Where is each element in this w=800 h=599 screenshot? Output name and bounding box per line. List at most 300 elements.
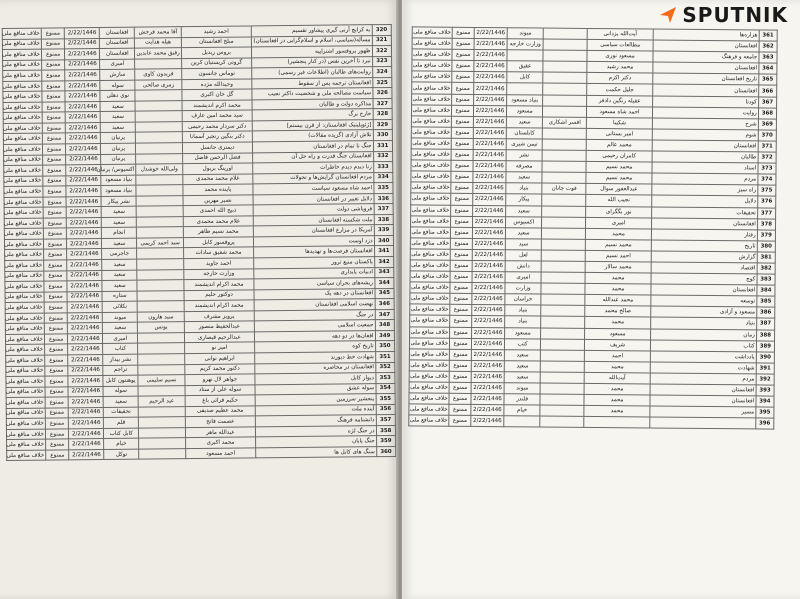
reason-cell: خلاف منافع ملی [5,260,44,271]
date-cell: 2/22/1446 [471,349,504,360]
author-cell: محمد [586,228,652,240]
reason-cell: خلاف منافع ملی [409,371,449,382]
translator-cell [542,194,586,205]
row-number-cell: 320 [372,24,392,35]
status-cell: ممنوع [42,133,65,144]
reason-cell: خلاف منافع ملی [412,27,452,38]
translator-cell: فریدون کاوی [135,69,182,80]
publisher-cell: نشر [506,150,543,161]
reason-cell: خلاف منافع ملی [411,127,451,138]
status-cell: ممنوع [42,60,65,71]
publisher-cell: سعید [506,172,543,183]
row-number-cell: 388 [756,329,774,340]
reason-cell: خلاف منافع ملی [411,160,451,171]
publisher-cell: سعید [101,122,136,133]
reason-cell: خلاف منافع ملی [5,281,44,292]
row-number-cell: 368 [758,108,776,119]
row-number-cell: 329 [373,119,393,130]
date-cell: 2/22/1446 [473,116,506,127]
translator-cell [136,143,183,154]
translator-cell [542,161,586,172]
status-cell: ممنوع [450,349,472,360]
book-title-cell: فروپاشی دولت [253,204,374,216]
publisher-cell: تراجم [103,365,138,376]
reason-cell: خلاف منافع ملی [3,70,42,81]
date-cell: 2/22/1446 [69,449,104,460]
reason-cell: خلاف منافع ملی [412,38,452,49]
status-cell: ممنوع [42,91,65,102]
reason-cell: خلاف منافع ملی [3,144,42,155]
date-cell: 2/22/1446 [67,281,102,292]
book-title-cell: افغانستان [651,218,757,230]
table-row [409,415,774,429]
author-cell: عبدالغفور سوال [586,184,652,196]
row-number-cell: 358 [376,425,396,436]
book-title-cell: توسعه [651,295,757,307]
publisher-cell: بنیاد [505,316,542,327]
translator-cell [542,239,586,250]
reason-cell: خلاف منافع ملی [6,418,45,429]
publisher-cell [507,83,544,94]
reason-cell: خلاف منافع ملی [5,292,44,303]
book-title-cell: احمد شاه مسعود سیاست [253,183,374,195]
date-cell: 2/22/1446 [69,428,104,439]
reason-cell: خلاف منافع ملی [5,302,44,313]
publisher-cell: بنیاد [505,305,542,316]
publisher-cell: مصرفه [506,161,543,172]
author-cell [584,417,650,429]
date-cell: 2/22/1446 [473,138,506,149]
date-cell: 2/22/1446 [67,228,102,239]
book-title-cell: افغانستان [651,284,757,296]
row-number-cell: 391 [756,363,774,374]
date-cell: 2/22/1446 [474,39,507,50]
row-number-cell: 372 [758,152,776,163]
author-cell: محمد اکرام اندیشمند [184,279,254,290]
translator-cell: فوت جانان [542,183,586,194]
publisher-cell: لعل [505,250,542,261]
status-cell: ممنوع [450,260,472,271]
reason-cell: خلاف منافع ملی [409,338,449,349]
translator-cell [137,269,184,280]
date-cell: 2/22/1446 [65,59,100,70]
row-number-cell: 356 [376,404,396,415]
translator-cell [542,206,586,217]
row-number-cell: 324 [372,67,392,78]
author-cell: سوله علی از ستاد [185,385,255,396]
author-cell: وحیدالله مژده [182,79,252,90]
book-title-cell: زنا دیدم دیدم خاطرات [253,162,374,174]
book-title-cell: ادبیات پایداری [254,267,375,279]
book-title-cell: افغانستان جنگ قدرت و راه حل آن [253,151,374,163]
publisher-cell: میوند [507,28,544,39]
publisher-cell: سعید [103,396,138,407]
translator-cell [137,280,184,291]
row-number-cell: 386 [756,307,774,318]
translator-cell: عبد الرحیم [138,396,185,407]
publisher-cell: دانش [505,261,542,272]
book-title-cell: مسأله(سیاسی، اسلام و اسلام‌گرایی در افغانستان) [251,35,372,47]
date-cell: 2/22/1446 [471,416,504,427]
status-cell: ممنوع [41,38,64,49]
author-cell: پرویز مشرف [184,311,254,322]
date-cell: 2/22/1446 [66,165,101,176]
author-cell: عقیله رنگین دادفر [587,95,653,107]
reason-cell: خلاف منافع ملی [411,138,451,149]
row-number-cell: 344 [374,278,394,289]
date-cell: 2/22/1446 [473,194,506,205]
reason-cell: خلاف منافع ملی [4,155,43,166]
book-title-cell: سوله عشق [255,383,376,395]
publisher-cell: سعید [504,361,541,372]
publisher-cell: نکلائی [102,301,137,312]
row-number-cell: 378 [757,219,775,230]
translator-cell [138,354,185,365]
author-cell: دکتر بنگین رنجبر آسمانا [182,131,252,142]
author-cell: عصمت فاتح [185,416,255,427]
publisher-cell: میوند [103,312,138,323]
reason-cell: خلاف منافع ملی [6,429,45,440]
translator-cell [136,132,183,143]
publisher-cell: سوله [103,386,138,397]
publisher-cell: کتاب [103,344,138,355]
date-cell: 2/22/1446 [471,382,504,393]
author-cell: کامران رحیمی [586,150,652,162]
status-cell: ممنوع [449,360,471,371]
book-title-cell: جنگ نا تمام در افغانستان [252,141,373,153]
status-cell: ممنوع [45,386,68,397]
reason-cell: خلاف منافع ملی [409,404,449,415]
reason-cell: خلاف منافع ملی [7,450,46,461]
translator-cell: ولی‌الله خوشدل [136,164,183,175]
publisher-cell [504,416,541,427]
row-number-cell: 387 [756,318,774,329]
author-cell: جواهر لال نهرو [185,374,255,385]
reason-cell: خلاف منافع ملی [4,229,43,240]
book-title-cell: استاد [652,162,758,174]
publisher-cell: وزارت خارجه [507,39,544,50]
translator-cell: یونس [138,322,185,333]
status-cell: ممنوع [44,334,67,345]
status-cell: ممنوع [43,207,66,218]
publisher-cell: کابل کتاب [104,428,139,439]
row-number-cell: 334 [373,172,393,183]
book-title-cell: روایت [652,107,758,119]
book-title-cell: افغانستان [653,40,759,52]
author-cell: محمد سالار [585,261,651,273]
book-title-cell: بنیاد [651,317,757,329]
author-cell: گروتی کریستیان کرین [182,58,252,69]
author-cell: گل خان اکبری [182,89,252,100]
book-title-cell: جامعه و فرهنگ [653,51,759,63]
status-cell: ممنوع [449,382,471,393]
date-cell: 2/22/1446 [68,376,103,387]
translator-cell [540,394,584,405]
row-number-cell: 341 [374,246,394,257]
author-cell: عبدالحفیظ منصور [184,321,254,332]
status-cell: ممنوع [43,165,66,176]
date-cell: 2/22/1446 [68,386,103,397]
status-cell: ممنوع [44,313,67,324]
status-cell: ممنوع [41,49,64,60]
publisher-cell: سعید [506,205,543,216]
author-cell: نجیب الله [586,195,652,207]
date-cell: 2/22/1446 [65,112,100,123]
reason-cell: خلاف منافع ملی [411,182,451,193]
row-number-cell: 392 [756,374,774,385]
reason-cell: خلاف منافع ملی [4,239,43,250]
translator-cell: رفیق محمد عابدین [135,48,182,59]
translator-cell [543,106,587,117]
reason-cell: خلاف منافع ملی [6,397,45,408]
date-cell: 2/22/1446 [472,305,505,316]
reason-cell: خلاف منافع ملی [4,186,43,197]
translator-cell [540,383,584,394]
translator-cell [543,128,587,139]
reason-cell: خلاف منافع ملی [2,39,41,50]
publisher-cell: سعید [102,259,137,270]
author-cell: محمد عالم [586,139,652,151]
right-book-page [402,0,800,599]
date-cell: 2/22/1446 [66,207,101,218]
book-title-cell: خارج برگ [252,109,373,121]
status-cell: ممنوع [44,281,67,292]
row-number-cell: 348 [375,320,395,331]
author-cell: عبدالرحیم قیصاری [184,332,254,343]
reason-cell: خلاف منافع ملی [411,149,451,160]
author-cell: آیت‌الله [584,372,650,384]
book-title-cell: دلایل [652,195,758,207]
row-number-cell: 345 [375,288,395,299]
reason-cell: خلاف منافع ملی [410,304,450,315]
publisher-cell: کتب [504,338,541,349]
row-number-cell: 357 [376,415,396,426]
book-title-cell: سیاست مصالحه ملی و شخصیت داکتر نجیب [252,88,373,100]
book-title-cell: پاکستان منبع ترور [254,257,375,269]
reason-cell: خلاف منافع ملی [3,60,42,71]
date-cell: 2/22/1446 [474,72,507,83]
book-title-cell: هزاره‌ها [653,29,759,41]
book-title-cell: در جنگ [254,309,375,321]
reason-cell: خلاف منافع ملی [6,408,45,419]
row-number-cell: 396 [756,418,774,429]
row-number-cell: 379 [757,230,775,241]
right-ban-list-table [408,26,777,430]
status-cell: ممنوع [451,160,473,171]
book-title-cell: افغانستان [650,395,756,407]
translator-cell: سید احمد کریمی [137,238,184,249]
status-cell: ممنوع [449,371,471,382]
reason-cell: خلاف منافع ملی [3,113,42,124]
status-cell: ممنوع [450,316,472,327]
book-title-cell: راه سیز [652,184,758,196]
date-cell: 2/22/1446 [67,249,102,260]
reason-cell: خلاف منافع ملی [3,81,42,92]
status-cell: ممنوع [450,238,472,249]
author-cell: مسعود [585,328,651,340]
reason-cell: خلاف منافع ملی [410,293,450,304]
author-cell: احمد شاه مسعود [587,106,653,118]
author-cell: محمد [584,383,650,395]
row-number-cell: 339 [374,225,394,236]
publisher-cell: پیکار [506,194,543,205]
translator-cell: سید هارون [138,311,185,322]
translator-cell: افسر اشکاری [543,117,587,128]
row-number-cell: 395 [756,407,774,418]
translator-cell [541,372,585,383]
translator-cell [136,185,183,196]
date-cell: 2/22/1446 [471,405,504,416]
status-cell: ممنوع [44,323,67,334]
translator-cell [137,259,184,270]
book-title-cell: مردم [652,173,758,185]
publisher-cell: وزارت [505,283,542,294]
date-cell: 2/22/1446 [474,83,507,94]
book-title-cell: ظهور پروفسور اشتراپیه [251,46,372,58]
book-title-cell: مذاکره دولت و طالبان [252,99,373,111]
translator-cell [541,283,585,294]
book-title-cell: روایت‌های طالبان (اطلاعات غیر رسمی) [252,67,373,79]
date-cell: 2/22/1446 [472,338,505,349]
author-cell: مبلخ افغانستان [181,36,251,47]
status-cell: ممنوع [450,338,472,349]
publisher-cell: امیری [100,59,135,70]
publisher-cell: مسعود [504,327,541,338]
status-cell: ممنوع [450,249,472,260]
date-cell: 2/22/1446 [473,149,506,160]
status-cell: ممنوع [46,439,69,450]
date-cell: 2/22/1446 [472,316,505,327]
reason-cell: خلاف منافع ملی [410,238,450,249]
left-book-page [0,0,398,599]
sputnik-logo-text: SPUTNIK [682,3,788,27]
translator-cell [542,172,586,183]
translator-cell [139,427,186,438]
reason-cell: خلاف منافع ملی [410,282,450,293]
date-cell: 2/22/1446 [473,127,506,138]
row-number-cell: 336 [374,193,394,204]
author-cell: دوکتور حلیم [184,290,254,301]
book-title-cell: به کرایچ آرنی گیری پیشاور تقسیم [251,25,372,37]
publisher-cell: پرنیان [101,133,136,144]
status-cell: ممنوع [451,138,473,149]
publisher-cell: سعید [102,270,137,281]
status-cell: ممنوع [452,49,474,60]
date-cell: 2/22/1446 [471,371,504,382]
translator-cell: هیله هدایت [135,37,182,48]
translator-cell [544,28,588,39]
book-title-cell: طالبان [652,151,758,163]
row-number-cell: 394 [756,396,774,407]
status-cell: ممنوع [449,393,471,404]
date-cell: 2/22/1446 [67,238,102,249]
publisher-cell: سید [505,239,542,250]
book-title-cell: جمعیت اسلامی [254,320,375,332]
sputnik-logo [638,4,788,26]
row-number-cell: 350 [375,341,395,352]
reason-cell: خلاف منافع ملی [410,326,450,337]
status-cell: ممنوع [451,149,473,160]
date-cell: 2/22/1446 [67,270,102,281]
author-cell: محمد نسیم ظاهر [183,226,253,237]
reason-cell: خلاف منافع ملی [410,315,450,326]
publisher-cell: سعید [102,280,137,291]
date-cell: 2/22/1446 [69,407,104,418]
author-cell: محمد نسیم [586,162,652,174]
translator-cell [139,417,186,428]
author-cell: محمد عبدالله [585,295,651,307]
status-cell: ممنوع [452,105,474,116]
row-number-cell: 367 [758,97,776,108]
author-cell: سید محمد امین عارف [182,110,252,121]
author-cell: احمد نسیم [585,250,651,262]
date-cell: 2/22/1446 [66,133,101,144]
translator-cell [543,139,587,150]
author-cell: محمد [584,361,650,373]
publisher-cell: سوله [100,80,135,91]
translator-cell [137,217,184,228]
book-title-cell: ریشه‌های بحران سیاسی [254,278,375,290]
publisher-cell: اکسیوس/ پرنیان [101,164,136,175]
reason-cell: خلاف منافع ملی [2,49,41,60]
reason-cell: خلاف منافع ملی [411,171,451,182]
book-title-cell: کتاب [650,340,756,352]
publisher-cell: مسعود [506,105,543,116]
status-cell: ممنوع [451,216,473,227]
date-cell: 2/22/1446 [69,439,104,450]
translator-cell [139,449,186,460]
date-cell: 2/22/1446 [69,418,104,429]
date-cell: 2/22/1446 [472,327,505,338]
book-title-cell: افغانستان [653,62,759,74]
author-cell: محمد نسیم [586,239,652,251]
status-cell: ممنوع [43,197,66,208]
status-cell: ممنوع [43,218,66,229]
status-cell: ممنوع [449,404,471,415]
date-cell: 2/22/1446 [66,175,101,186]
book-title-cell: رفتار [651,229,757,241]
status-cell: ممنوع [450,305,472,316]
date-cell: 2/22/1446 [473,216,506,227]
date-cell: 2/22/1446 [68,397,103,408]
book-title-cell: در جنگ لژه [255,425,376,437]
status-cell: ممنوع [46,450,69,461]
row-number-cell: 326 [372,88,392,99]
translator-cell [542,217,586,228]
reason-cell: خلاف منافع ملی [3,134,42,145]
row-number-cell: 376 [757,196,775,207]
row-number-cell: 381 [757,252,775,263]
row-number-cell: 351 [375,351,395,362]
date-cell: 2/22/1446 [68,323,103,334]
reason-cell: خلاف منافع ملی [5,323,44,334]
author-cell: نصیر مهرین [183,195,253,206]
reason-cell: خلاف منافع ملی [409,360,449,371]
book-title-cell: نهضت اسلامی افغانستان [254,299,375,311]
row-number-cell: 393 [756,385,774,396]
status-cell: ممنوع [451,183,473,194]
publisher-cell: سعید [101,206,136,217]
row-number-cell: 323 [372,56,392,67]
author-cell: شریف [585,339,651,351]
translator-cell [135,58,182,69]
status-cell: ممنوع [45,408,68,419]
author-cell: محمد اکرم اندیشمند [182,100,252,111]
publisher-cell: افغانستان [100,48,135,59]
reason-cell: خلاف منافع ملی [409,415,449,426]
date-cell: 2/22/1446 [473,205,506,216]
status-cell: ممنوع [451,194,473,205]
